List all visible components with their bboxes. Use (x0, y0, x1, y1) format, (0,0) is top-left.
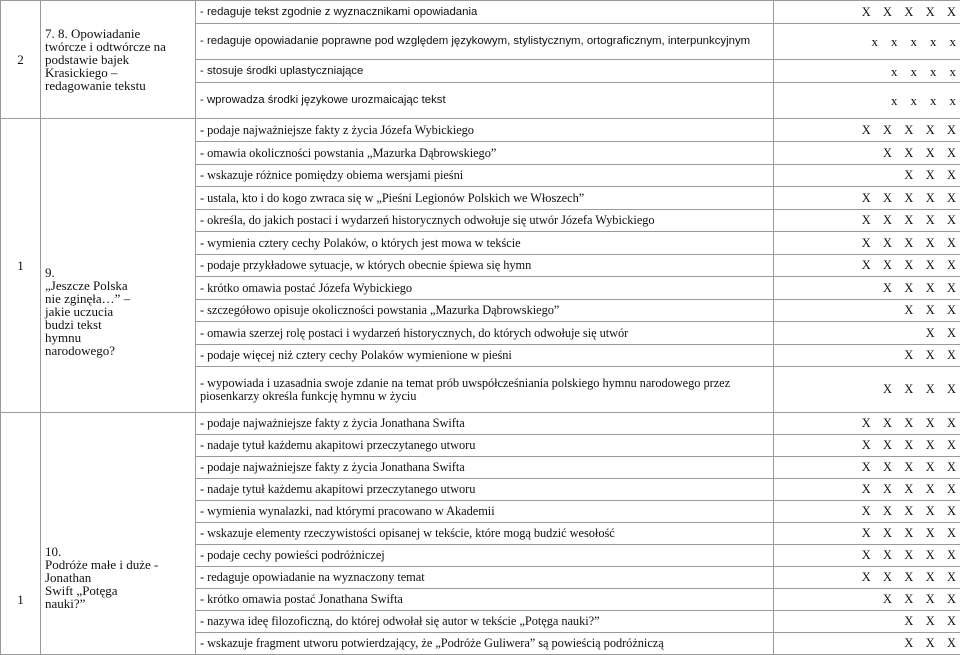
topic-line: 7. 8. Opowiadanie (45, 27, 191, 40)
grade-marks: X X X X X (774, 457, 960, 479)
requirement-text: - podaje cechy powieści podróżniczej (196, 545, 774, 567)
topic-line: hymnu (45, 331, 191, 344)
topic-line: 9. (45, 266, 191, 279)
requirement-text: - podaje najważniejsze fakty z życia Jonathana Swifta (196, 413, 774, 435)
requirement-text: - ustala, kto i do kogo zwraca się w „Pieśni Legionów Polskich we Włoszech” (196, 187, 774, 210)
grade-marks: X X X X (774, 589, 960, 611)
requirement-text: - redaguje opowiadanie na wyznaczony temat (196, 567, 774, 589)
topic-line: jakie uczucia (45, 305, 191, 318)
grade-marks: X X (774, 322, 960, 345)
grade-marks: X X X X X (774, 567, 960, 589)
requirement-text: - krótko omawia postać Jonathana Swifta (196, 589, 774, 611)
grade-marks: X X X (774, 165, 960, 187)
grade-marks: X X X X X (774, 501, 960, 523)
requirement-text: - stosuje środki uplastyczniające (196, 60, 774, 83)
hours-cell: 1 (1, 119, 41, 413)
topic-line: redagowanie tekstu (45, 79, 191, 92)
requirement-text: - omawia okoliczności powstania „Mazurka Dąbrowskiego” (196, 142, 774, 165)
topic-cell (41, 413, 196, 655)
grade-marks: X X X X X (774, 545, 960, 567)
topic-line: narodowego? (45, 344, 191, 357)
grade-marks: X X X X X (774, 413, 960, 435)
grade-marks: x x x x (774, 60, 960, 83)
requirement-text: - wskazuje elementy rzeczywistości opisanej w tekście, które mogą budzić wesołość (196, 523, 774, 545)
grade-marks: X X X X (774, 277, 960, 300)
requirement-text: - redaguje opowiadanie poprawne pod względem językowym, stylistycznym, ortograficznym, interpunkcyjnym (196, 24, 774, 60)
grade-marks: X X X X X (774, 210, 960, 232)
topic-cell (41, 1, 196, 119)
topic-line: budzi tekst (45, 318, 191, 331)
table-row (1, 413, 960, 435)
grade-marks: X X X X X (774, 1, 960, 24)
requirement-text: - nadaje tytuł każdemu akapitowi przeczytanego utworu (196, 479, 774, 501)
grade-marks: X X X X X (774, 435, 960, 457)
requirement-text: - nazywa ideę filozoficzną, do której odwołał się autor w tekście „Potęga nauki?” (196, 611, 774, 633)
topic-line: twórcze i odtwórcze na (45, 40, 191, 53)
requirement-text: - podaje najważniejsze fakty z życia Jonathana Swifta (196, 457, 774, 479)
table-row (1, 1, 960, 24)
requirement-text: - wskazuje różnice pomiędzy obiema wersjami pieśni (196, 165, 774, 187)
topic-line: nauki?” (45, 597, 191, 610)
requirement-text: - nadaje tytuł każdemu akapitowi przeczytanego utworu (196, 435, 774, 457)
grade-marks: X X X X X (774, 523, 960, 545)
grade-marks: X X X X X (774, 479, 960, 501)
topic-line: Krasickiego – (45, 66, 191, 79)
hours-cell: 1 (1, 413, 41, 655)
grade-marks: X X X X (774, 367, 960, 413)
requirement-text: - omawia szerzej rolę postaci i wydarzeń historycznych, do których odwołuje się utwór (196, 322, 774, 345)
grade-marks: x x x x (774, 83, 960, 119)
requirement-text: - wskazuje fragment utworu potwierdzający, że „Podróże Guliwera” są powieścią podróżniczą (196, 633, 774, 655)
grade-marks: X X X X X (774, 187, 960, 210)
requirement-text: - określa, do jakich postaci i wydarzeń historycznych odwołuje się utwór Józefa Wybickiego (196, 210, 774, 232)
grade-marks: X X X X (774, 142, 960, 165)
grade-marks: X X X X X (774, 119, 960, 142)
topic-line: 10. (45, 545, 191, 558)
requirement-text: - wymienia wynalazki, nad którymi pracowano w Akademii (196, 501, 774, 523)
requirement-text: - podaje najważniejsze fakty z życia Józefa Wybickiego (196, 119, 774, 142)
grade-marks: X X X (774, 345, 960, 367)
grade-marks: X X X (774, 633, 960, 655)
topic-line: nie zginęła…” – (45, 292, 191, 305)
hours-cell: 2 (1, 1, 41, 119)
topic-line: „Jeszcze Polska (45, 279, 191, 292)
grade-marks: X X X (774, 300, 960, 322)
requirement-text: - podaje przykładowe sytuacje, w których obecnie śpiewa się hymn (196, 255, 774, 277)
requirement-text: - redaguje tekst zgodnie z wyznacznikami opowiadania (196, 1, 774, 24)
table-row (1, 119, 960, 142)
requirement-text: - podaje więcej niż cztery cechy Polaków wymienione w pieśni (196, 345, 774, 367)
grade-marks: X X X (774, 611, 960, 633)
requirement-text: - wprowadza środki językowe urozmaicając tekst (196, 83, 774, 119)
requirement-text: - wypowiada i uzasadnia swoje zdanie na temat prób uwspółcześniania polskiego hymnu narodowego przez piosenkarzy określa funkcję hymnu w życiu (196, 367, 774, 413)
requirement-text: - wymienia cztery cechy Polaków, o których jest mowa w tekście (196, 232, 774, 255)
requirement-text: - szczegółowo opisuje okoliczności powstania „Mazurka Dąbrowskiego” (196, 300, 774, 322)
grade-marks: X X X X X (774, 232, 960, 255)
topic-line: Podróże małe i duże - (45, 558, 191, 571)
topic-line: podstawie bajek (45, 53, 191, 66)
topic-line: Jonathan (45, 571, 191, 584)
topic-line: Swift „Potęga (45, 584, 191, 597)
grade-marks: x x x x x (774, 24, 960, 60)
requirement-text: - krótko omawia postać Józefa Wybickiego (196, 277, 774, 300)
grade-marks: X X X X X (774, 255, 960, 277)
topic-cell (41, 119, 196, 413)
